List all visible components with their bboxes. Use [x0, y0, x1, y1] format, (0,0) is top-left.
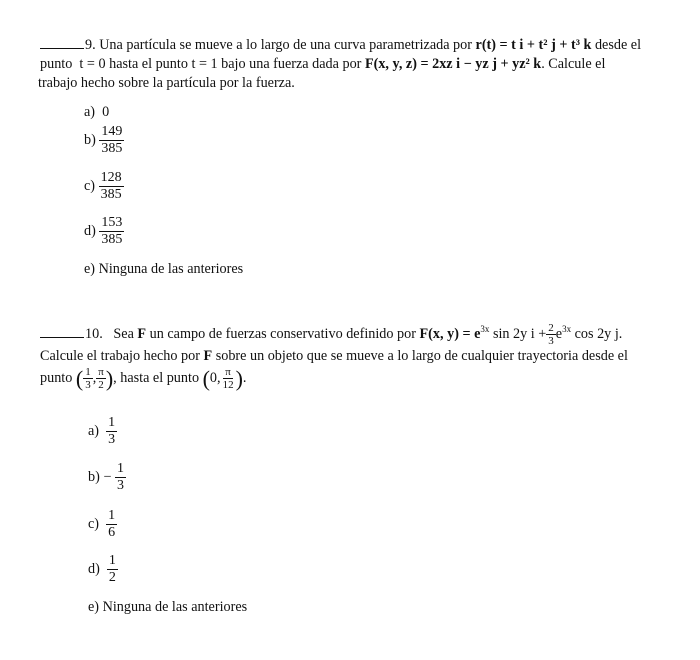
option-label: b) — [84, 132, 96, 148]
option-c-q10[interactable] — [88, 508, 117, 541]
close-paren: ) — [105, 366, 114, 391]
option-label: a) — [84, 104, 96, 120]
question-9: 9. Una partícula se mueve a lo largo de una curva parametrizada por r(t) = t i + t² j + t³ k desde el punto t = 0 hasta el punto t = 1 bajo una fuerza dada por F(x, y, z) = 2xz i − yz j + yz² k. Calcule el trabajo hecho sobre la partícula por la fuerza. — [38, 37, 642, 91]
option-fraction — [106, 508, 117, 541]
option-c-q9[interactable] — [84, 170, 124, 203]
fraction-numerator: 153 — [101, 215, 123, 230]
option-label: a) — [88, 423, 100, 439]
option-value: 0 — [102, 104, 110, 120]
question-text: Una partícula se mueve a lo largo de una curva parametrizada por — [99, 37, 472, 53]
sin-term: sin 2y i + — [492, 325, 547, 342]
option-fraction — [107, 553, 118, 586]
end-time: t = 1 — [191, 56, 218, 72]
fraction-denominator: 385 — [101, 141, 123, 156]
question-text: Sea — [113, 325, 134, 342]
option-label: c) — [84, 178, 96, 194]
close-paren: ) — [235, 366, 243, 391]
fraction-numerator: 2 — [548, 322, 554, 334]
question-number: 9. — [85, 37, 96, 53]
option-label: e) — [84, 261, 96, 277]
option-e-q9[interactable] — [84, 261, 243, 278]
option-d-q10[interactable] — [88, 553, 118, 586]
question-text: bajo una fuerza dada por — [221, 56, 362, 72]
question-text: un campo de fuerzas conservativo definido por — [149, 325, 416, 342]
option-label: d) — [88, 561, 100, 577]
question-text: Calcule el trabajo hecho por — [40, 348, 200, 364]
field-expression-head: F(x, y) = e — [419, 325, 481, 342]
question-text: sobre un objeto que se mueve a lo largo de cualquier trayectoria desde el — [215, 348, 628, 364]
option-value: Ninguna de las anteriores — [102, 599, 248, 615]
field-symbol: F — [203, 348, 213, 364]
question-text: trabajo hecho sobre la partícula por la fuerza. — [38, 75, 295, 91]
fraction-denominator: 3 — [548, 335, 554, 347]
fraction-numerator: 1 — [108, 553, 116, 568]
question-number: 10. — [85, 325, 103, 342]
option-label: d) — [84, 223, 96, 239]
point2-y — [221, 366, 236, 391]
question-text: Calcule el — [548, 56, 606, 72]
fraction-numerator: π — [98, 366, 104, 378]
fraction-numerator: 1 — [85, 366, 91, 378]
option-label: b) — [88, 469, 100, 485]
fraction-numerator: 128 — [100, 170, 122, 185]
fraction-denominator: 6 — [108, 525, 116, 540]
fraction-denominator: 385 — [100, 187, 122, 202]
question-text: punto — [40, 369, 73, 386]
cos-term: cos 2y j. — [574, 325, 623, 342]
option-fraction — [99, 124, 124, 157]
option-b-q9[interactable] — [84, 124, 124, 157]
option-fraction — [106, 415, 117, 448]
open-paren: ( — [75, 366, 84, 391]
option-fraction — [99, 170, 124, 203]
question-text: hasta el punto — [109, 56, 188, 72]
point2-x: 0, — [209, 369, 221, 386]
option-a-q10[interactable] — [88, 415, 117, 448]
point1-y — [96, 366, 106, 391]
fraction-denominator: 385 — [101, 232, 123, 247]
curve-expression: r(t) = t i + t² j + t³ k — [475, 37, 592, 53]
force-expression: F(x, y, z) = 2xz i − yz j + yz² k — [364, 56, 542, 72]
fraction-denominator: 2 — [98, 379, 104, 391]
fraction-denominator: 3 — [108, 432, 116, 447]
start-time: t = 0 — [79, 56, 106, 72]
coef-fraction — [546, 322, 556, 347]
question-10: 10. Sea F un campo de fuerzas conservativo definido por F(x, $y) = e^{3x}$ sin 2y i + $\frac{2}{3}$ $e^{3x}$ cos 2y j. Calcule el trabajo hecho por F sobre un objeto que se mueve a lo largo de cualquier trayectoria desde el punto ( $\frac{1}{3}$ , $\frac{\pi}{2}$ ), hasta el punto (0, $\frac{\pi}{12}$ ). — [40, 322, 628, 391]
fraction-numerator: 149 — [101, 124, 123, 139]
exponent: 3x — [562, 323, 572, 334]
fraction-numerator: 1 — [108, 415, 116, 430]
point1-x — [83, 366, 93, 391]
fraction-denominator: 3 — [85, 379, 91, 391]
fraction-denominator: 3 — [116, 478, 124, 493]
exp-base: e — [555, 325, 563, 342]
question-text: punto — [40, 56, 73, 72]
field-symbol: F — [137, 325, 147, 342]
fraction-denominator: 12 — [222, 379, 234, 391]
open-paren: ( — [202, 366, 210, 391]
option-label: e) — [88, 599, 100, 615]
option-fraction — [115, 461, 126, 494]
option-d-q9[interactable] — [84, 215, 124, 248]
option-label: c) — [88, 516, 100, 532]
exponent: 3x — [480, 323, 490, 334]
fraction-numerator: 1 — [108, 508, 116, 523]
answer-blank-q9[interactable] — [40, 36, 84, 49]
question-text: , hasta el punto — [113, 369, 200, 386]
answer-blank-q10[interactable] — [40, 325, 84, 338]
fraction-numerator: π — [225, 366, 231, 378]
option-a-q9[interactable] — [84, 104, 109, 121]
option-e-q10[interactable] — [88, 599, 247, 616]
fraction-denominator: 2 — [108, 570, 116, 585]
field-expression — [419, 322, 623, 347]
option-value: Ninguna de las anteriores — [98, 261, 244, 277]
option-b-q10[interactable] — [88, 461, 126, 494]
fraction-numerator: 1 — [116, 461, 124, 476]
option-sign: − — [103, 469, 112, 485]
question-text: desde el — [594, 37, 642, 53]
option-fraction — [99, 215, 124, 248]
